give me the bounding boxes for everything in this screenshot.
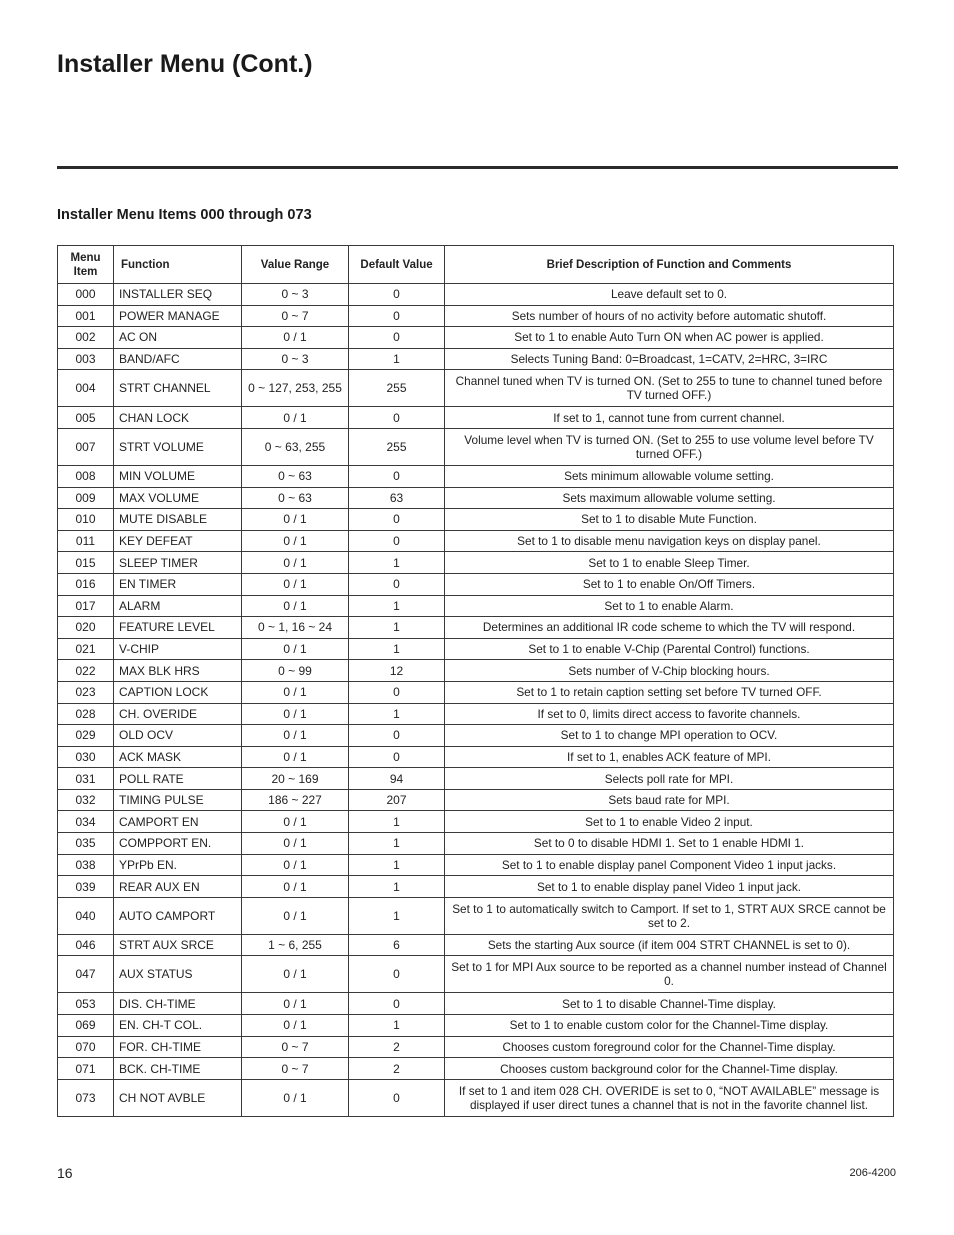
table-row (58, 428, 894, 465)
table-row (58, 854, 894, 876)
cell-menu-item: 047 (58, 956, 114, 993)
cell-description: Sets maximum allowable volume setting. (445, 487, 894, 509)
table-row (58, 1015, 894, 1037)
cell-default-value: 1 (349, 1015, 445, 1037)
table-row (58, 934, 894, 956)
cell-value-range: 0 ~ 3 (242, 284, 349, 306)
header-description: Brief Description of Function and Comments (445, 246, 894, 284)
cell-value-range: 0 ~ 1, 16 ~ 24 (242, 617, 349, 639)
cell-default-value: 1 (349, 703, 445, 725)
cell-default-value: 1 (349, 897, 445, 934)
header-value-range: Value Range (242, 246, 349, 284)
cell-default-value: 255 (349, 428, 445, 465)
cell-description: Set to 1 to change MPI operation to OCV. (445, 725, 894, 747)
cell-function: FEATURE LEVEL (114, 617, 242, 639)
cell-default-value: 63 (349, 487, 445, 509)
cell-default-value: 1 (349, 595, 445, 617)
cell-description: Set to 1 to enable display panel Video 1 input jack. (445, 876, 894, 898)
table-row (58, 348, 894, 370)
table-row (58, 956, 894, 993)
cell-description: Volume level when TV is turned ON. (Set to 255 to use volume level before TV turned OFF.) (445, 428, 894, 465)
cell-default-value: 0 (349, 284, 445, 306)
cell-function: SLEEP TIMER (114, 552, 242, 574)
cell-description: Selects poll rate for MPI. (445, 768, 894, 790)
cell-function: CAMPORT EN (114, 811, 242, 833)
cell-function: DIS. CH-TIME (114, 993, 242, 1015)
cell-value-range: 0 / 1 (242, 956, 349, 993)
cell-function: KEY DEFEAT (114, 530, 242, 552)
cell-default-value: 94 (349, 768, 445, 790)
cell-function: POWER MANAGE (114, 305, 242, 327)
cell-description: Set to 1 for MPI Aux source to be reported as a channel number instead of Channel 0. (445, 956, 894, 993)
cell-menu-item: 053 (58, 993, 114, 1015)
cell-description: Set to 1 to disable Mute Function. (445, 509, 894, 531)
cell-default-value: 12 (349, 660, 445, 682)
cell-menu-item: 002 (58, 327, 114, 349)
cell-description: Sets number of V-Chip blocking hours. (445, 660, 894, 682)
cell-value-range: 0 / 1 (242, 725, 349, 747)
cell-value-range: 0 ~ 7 (242, 1036, 349, 1058)
cell-default-value: 1 (349, 552, 445, 574)
cell-value-range: 186 ~ 227 (242, 789, 349, 811)
cell-menu-item: 021 (58, 638, 114, 660)
cell-menu-item: 028 (58, 703, 114, 725)
cell-value-range: 0 / 1 (242, 552, 349, 574)
cell-function: EN TIMER (114, 573, 242, 595)
cell-function: BAND/AFC (114, 348, 242, 370)
cell-function: MAX VOLUME (114, 487, 242, 509)
cell-description: Chooses custom foreground color for the Channel-Time display. (445, 1036, 894, 1058)
cell-menu-item: 071 (58, 1058, 114, 1080)
cell-menu-item: 030 (58, 746, 114, 768)
cell-default-value: 1 (349, 811, 445, 833)
cell-function: CH NOT AVBLE (114, 1079, 242, 1116)
table-row (58, 638, 894, 660)
table-row (58, 993, 894, 1015)
cell-menu-item: 038 (58, 854, 114, 876)
table-header-row (58, 246, 894, 284)
cell-value-range: 0 / 1 (242, 833, 349, 855)
cell-value-range: 0 / 1 (242, 703, 349, 725)
cell-description: Set to 1 to enable Auto Turn ON when AC power is applied. (445, 327, 894, 349)
cell-function: MAX BLK HRS (114, 660, 242, 682)
cell-function: STRT CHANNEL (114, 370, 242, 407)
cell-menu-item: 020 (58, 617, 114, 639)
cell-description: Set to 1 to enable Sleep Timer. (445, 552, 894, 574)
cell-description: Set to 1 to enable On/Off Timers. (445, 573, 894, 595)
cell-default-value: 1 (349, 833, 445, 855)
cell-menu-item: 039 (58, 876, 114, 898)
cell-function: ALARM (114, 595, 242, 617)
cell-description: Set to 0 to disable HDMI 1. Set to 1 enable HDMI 1. (445, 833, 894, 855)
cell-function: POLL RATE (114, 768, 242, 790)
cell-value-range: 1 ~ 6, 255 (242, 934, 349, 956)
cell-menu-item: 046 (58, 934, 114, 956)
cell-default-value: 0 (349, 993, 445, 1015)
cell-function: CAPTION LOCK (114, 681, 242, 703)
cell-menu-item: 034 (58, 811, 114, 833)
cell-value-range: 0 / 1 (242, 811, 349, 833)
cell-default-value: 0 (349, 465, 445, 487)
cell-value-range: 0 / 1 (242, 509, 349, 531)
cell-function: INSTALLER SEQ (114, 284, 242, 306)
section-title: Installer Menu Items 000 through 073 (57, 207, 312, 223)
cell-function: BCK. CH-TIME (114, 1058, 242, 1080)
cell-value-range: 0 ~ 63, 255 (242, 428, 349, 465)
cell-default-value: 0 (349, 407, 445, 429)
cell-value-range: 0 / 1 (242, 327, 349, 349)
cell-value-range: 0 / 1 (242, 638, 349, 660)
cell-description: Selects Tuning Band: 0=Broadcast, 1=CATV, 2=HRC, 3=IRC (445, 348, 894, 370)
table-row (58, 876, 894, 898)
cell-description: Set to 1 to disable Channel-Time display. (445, 993, 894, 1015)
cell-default-value: 0 (349, 1079, 445, 1116)
cell-value-range: 0 / 1 (242, 1079, 349, 1116)
cell-value-range: 0 ~ 7 (242, 305, 349, 327)
cell-value-range: 0 ~ 99 (242, 660, 349, 682)
table-row (58, 552, 894, 574)
table-row (58, 465, 894, 487)
cell-description: Sets baud rate for MPI. (445, 789, 894, 811)
cell-description: Set to 1 to enable V-Chip (Parental Control) functions. (445, 638, 894, 660)
cell-default-value: 2 (349, 1058, 445, 1080)
cell-menu-item: 008 (58, 465, 114, 487)
cell-default-value: 1 (349, 876, 445, 898)
cell-function: AUX STATUS (114, 956, 242, 993)
document-number: 206-4200 (849, 1167, 896, 1179)
cell-description: If set to 1, enables ACK feature of MPI. (445, 746, 894, 768)
cell-default-value: 0 (349, 746, 445, 768)
cell-description: If set to 1, cannot tune from current channel. (445, 407, 894, 429)
cell-default-value: 0 (349, 956, 445, 993)
table-row (58, 681, 894, 703)
cell-value-range: 0 ~ 3 (242, 348, 349, 370)
table-row (58, 746, 894, 768)
installer-menu-table (57, 245, 894, 1117)
cell-function: COMPPORT EN. (114, 833, 242, 855)
cell-description: Set to 1 to disable menu navigation keys on display panel. (445, 530, 894, 552)
cell-function: EN. CH-T COL. (114, 1015, 242, 1037)
cell-function: ACK MASK (114, 746, 242, 768)
cell-menu-item: 016 (58, 573, 114, 595)
cell-description: Determines an additional IR code scheme to which the TV will respond. (445, 617, 894, 639)
cell-value-range: 0 / 1 (242, 530, 349, 552)
cell-menu-item: 017 (58, 595, 114, 617)
table-row (58, 660, 894, 682)
cell-description: Set to 1 to enable custom color for the Channel-Time display. (445, 1015, 894, 1037)
table-row (58, 327, 894, 349)
header-default-value: Default Value (349, 246, 445, 284)
cell-description: Sets minimum allowable volume setting. (445, 465, 894, 487)
cell-menu-item: 069 (58, 1015, 114, 1037)
cell-description: Chooses custom background color for the Channel-Time display. (445, 1058, 894, 1080)
table-row (58, 897, 894, 934)
cell-default-value: 1 (349, 638, 445, 660)
cell-function: FOR. CH-TIME (114, 1036, 242, 1058)
cell-menu-item: 031 (58, 768, 114, 790)
page-number: 16 (57, 1165, 73, 1181)
table-row (58, 703, 894, 725)
cell-description: Set to 1 to enable Video 2 input. (445, 811, 894, 833)
cell-menu-item: 001 (58, 305, 114, 327)
table-row (58, 305, 894, 327)
table-row (58, 530, 894, 552)
page-title: Installer Menu (Cont.) (57, 50, 313, 78)
cell-menu-item: 023 (58, 681, 114, 703)
cell-description: Set to 1 to automatically switch to Camport. If set to 1, STRT AUX SRCE cannot be set to 2. (445, 897, 894, 934)
cell-default-value: 1 (349, 617, 445, 639)
cell-default-value: 6 (349, 934, 445, 956)
cell-description: Leave default set to 0. (445, 284, 894, 306)
cell-value-range: 0 / 1 (242, 876, 349, 898)
table-row (58, 573, 894, 595)
cell-value-range: 0 / 1 (242, 407, 349, 429)
cell-value-range: 0 ~ 63 (242, 487, 349, 509)
cell-menu-item: 029 (58, 725, 114, 747)
table-row (58, 833, 894, 855)
cell-value-range: 0 / 1 (242, 897, 349, 934)
cell-description: If set to 0, limits direct access to favorite channels. (445, 703, 894, 725)
cell-function: AUTO CAMPORT (114, 897, 242, 934)
cell-menu-item: 005 (58, 407, 114, 429)
cell-description: Sets the starting Aux source (if item 004 STRT CHANNEL is set to 0). (445, 934, 894, 956)
cell-default-value: 0 (349, 725, 445, 747)
cell-menu-item: 040 (58, 897, 114, 934)
table-row (58, 811, 894, 833)
cell-value-range: 20 ~ 169 (242, 768, 349, 790)
table-row (58, 617, 894, 639)
cell-function: AC ON (114, 327, 242, 349)
table-row (58, 509, 894, 531)
cell-function: YPrPb EN. (114, 854, 242, 876)
cell-default-value: 1 (349, 348, 445, 370)
cell-menu-item: 011 (58, 530, 114, 552)
table-row (58, 725, 894, 747)
cell-value-range: 0 / 1 (242, 993, 349, 1015)
cell-default-value: 0 (349, 573, 445, 595)
cell-description: Set to 1 to enable Alarm. (445, 595, 894, 617)
cell-menu-item: 035 (58, 833, 114, 855)
table-row (58, 284, 894, 306)
cell-function: REAR AUX EN (114, 876, 242, 898)
cell-function: STRT AUX SRCE (114, 934, 242, 956)
cell-description: Set to 1 to retain caption setting set before TV turned OFF. (445, 681, 894, 703)
table-row (58, 595, 894, 617)
title-divider (57, 166, 898, 169)
table-row (58, 1058, 894, 1080)
cell-value-range: 0 ~ 127, 253, 255 (242, 370, 349, 407)
cell-menu-item: 022 (58, 660, 114, 682)
table-row (58, 768, 894, 790)
cell-value-range: 0 / 1 (242, 595, 349, 617)
table-row (58, 487, 894, 509)
cell-value-range: 0 / 1 (242, 746, 349, 768)
cell-value-range: 0 / 1 (242, 1015, 349, 1037)
cell-default-value: 0 (349, 305, 445, 327)
cell-default-value: 207 (349, 789, 445, 811)
cell-function: V-CHIP (114, 638, 242, 660)
cell-menu-item: 010 (58, 509, 114, 531)
table-row (58, 1079, 894, 1116)
cell-menu-item: 015 (58, 552, 114, 574)
cell-function: OLD OCV (114, 725, 242, 747)
cell-menu-item: 004 (58, 370, 114, 407)
cell-function: STRT VOLUME (114, 428, 242, 465)
cell-default-value: 255 (349, 370, 445, 407)
cell-menu-item: 007 (58, 428, 114, 465)
table-row (58, 370, 894, 407)
cell-function: MIN VOLUME (114, 465, 242, 487)
cell-value-range: 0 / 1 (242, 573, 349, 595)
cell-function: CHAN LOCK (114, 407, 242, 429)
header-function: Function (114, 246, 242, 284)
cell-default-value: 2 (349, 1036, 445, 1058)
cell-menu-item: 070 (58, 1036, 114, 1058)
cell-menu-item: 032 (58, 789, 114, 811)
cell-menu-item: 009 (58, 487, 114, 509)
cell-description: Channel tuned when TV is turned ON. (Set to 255 to tune to channel tuned before TV turned OFF.) (445, 370, 894, 407)
cell-function: TIMING PULSE (114, 789, 242, 811)
cell-default-value: 0 (349, 681, 445, 703)
cell-default-value: 0 (349, 509, 445, 531)
cell-function: MUTE DISABLE (114, 509, 242, 531)
header-menu-item: Menu Item (58, 246, 114, 284)
cell-value-range: 0 / 1 (242, 854, 349, 876)
cell-description: Set to 1 to enable display panel Component Video 1 input jacks. (445, 854, 894, 876)
cell-default-value: 1 (349, 854, 445, 876)
cell-description: Sets number of hours of no activity before automatic shutoff. (445, 305, 894, 327)
cell-default-value: 0 (349, 530, 445, 552)
cell-value-range: 0 / 1 (242, 681, 349, 703)
table-body (58, 284, 894, 1117)
cell-menu-item: 000 (58, 284, 114, 306)
table-row (58, 407, 894, 429)
cell-function: CH. OVERIDE (114, 703, 242, 725)
cell-value-range: 0 ~ 63 (242, 465, 349, 487)
table-row (58, 789, 894, 811)
cell-menu-item: 073 (58, 1079, 114, 1116)
cell-description: If set to 1 and item 028 CH. OVERIDE is set to 0, “NOT AVAILABLE” message is displayed if user direct tunes a channel that is not in the favorite channel list. (445, 1079, 894, 1116)
cell-value-range: 0 ~ 7 (242, 1058, 349, 1080)
table-row (58, 1036, 894, 1058)
cell-menu-item: 003 (58, 348, 114, 370)
cell-default-value: 0 (349, 327, 445, 349)
